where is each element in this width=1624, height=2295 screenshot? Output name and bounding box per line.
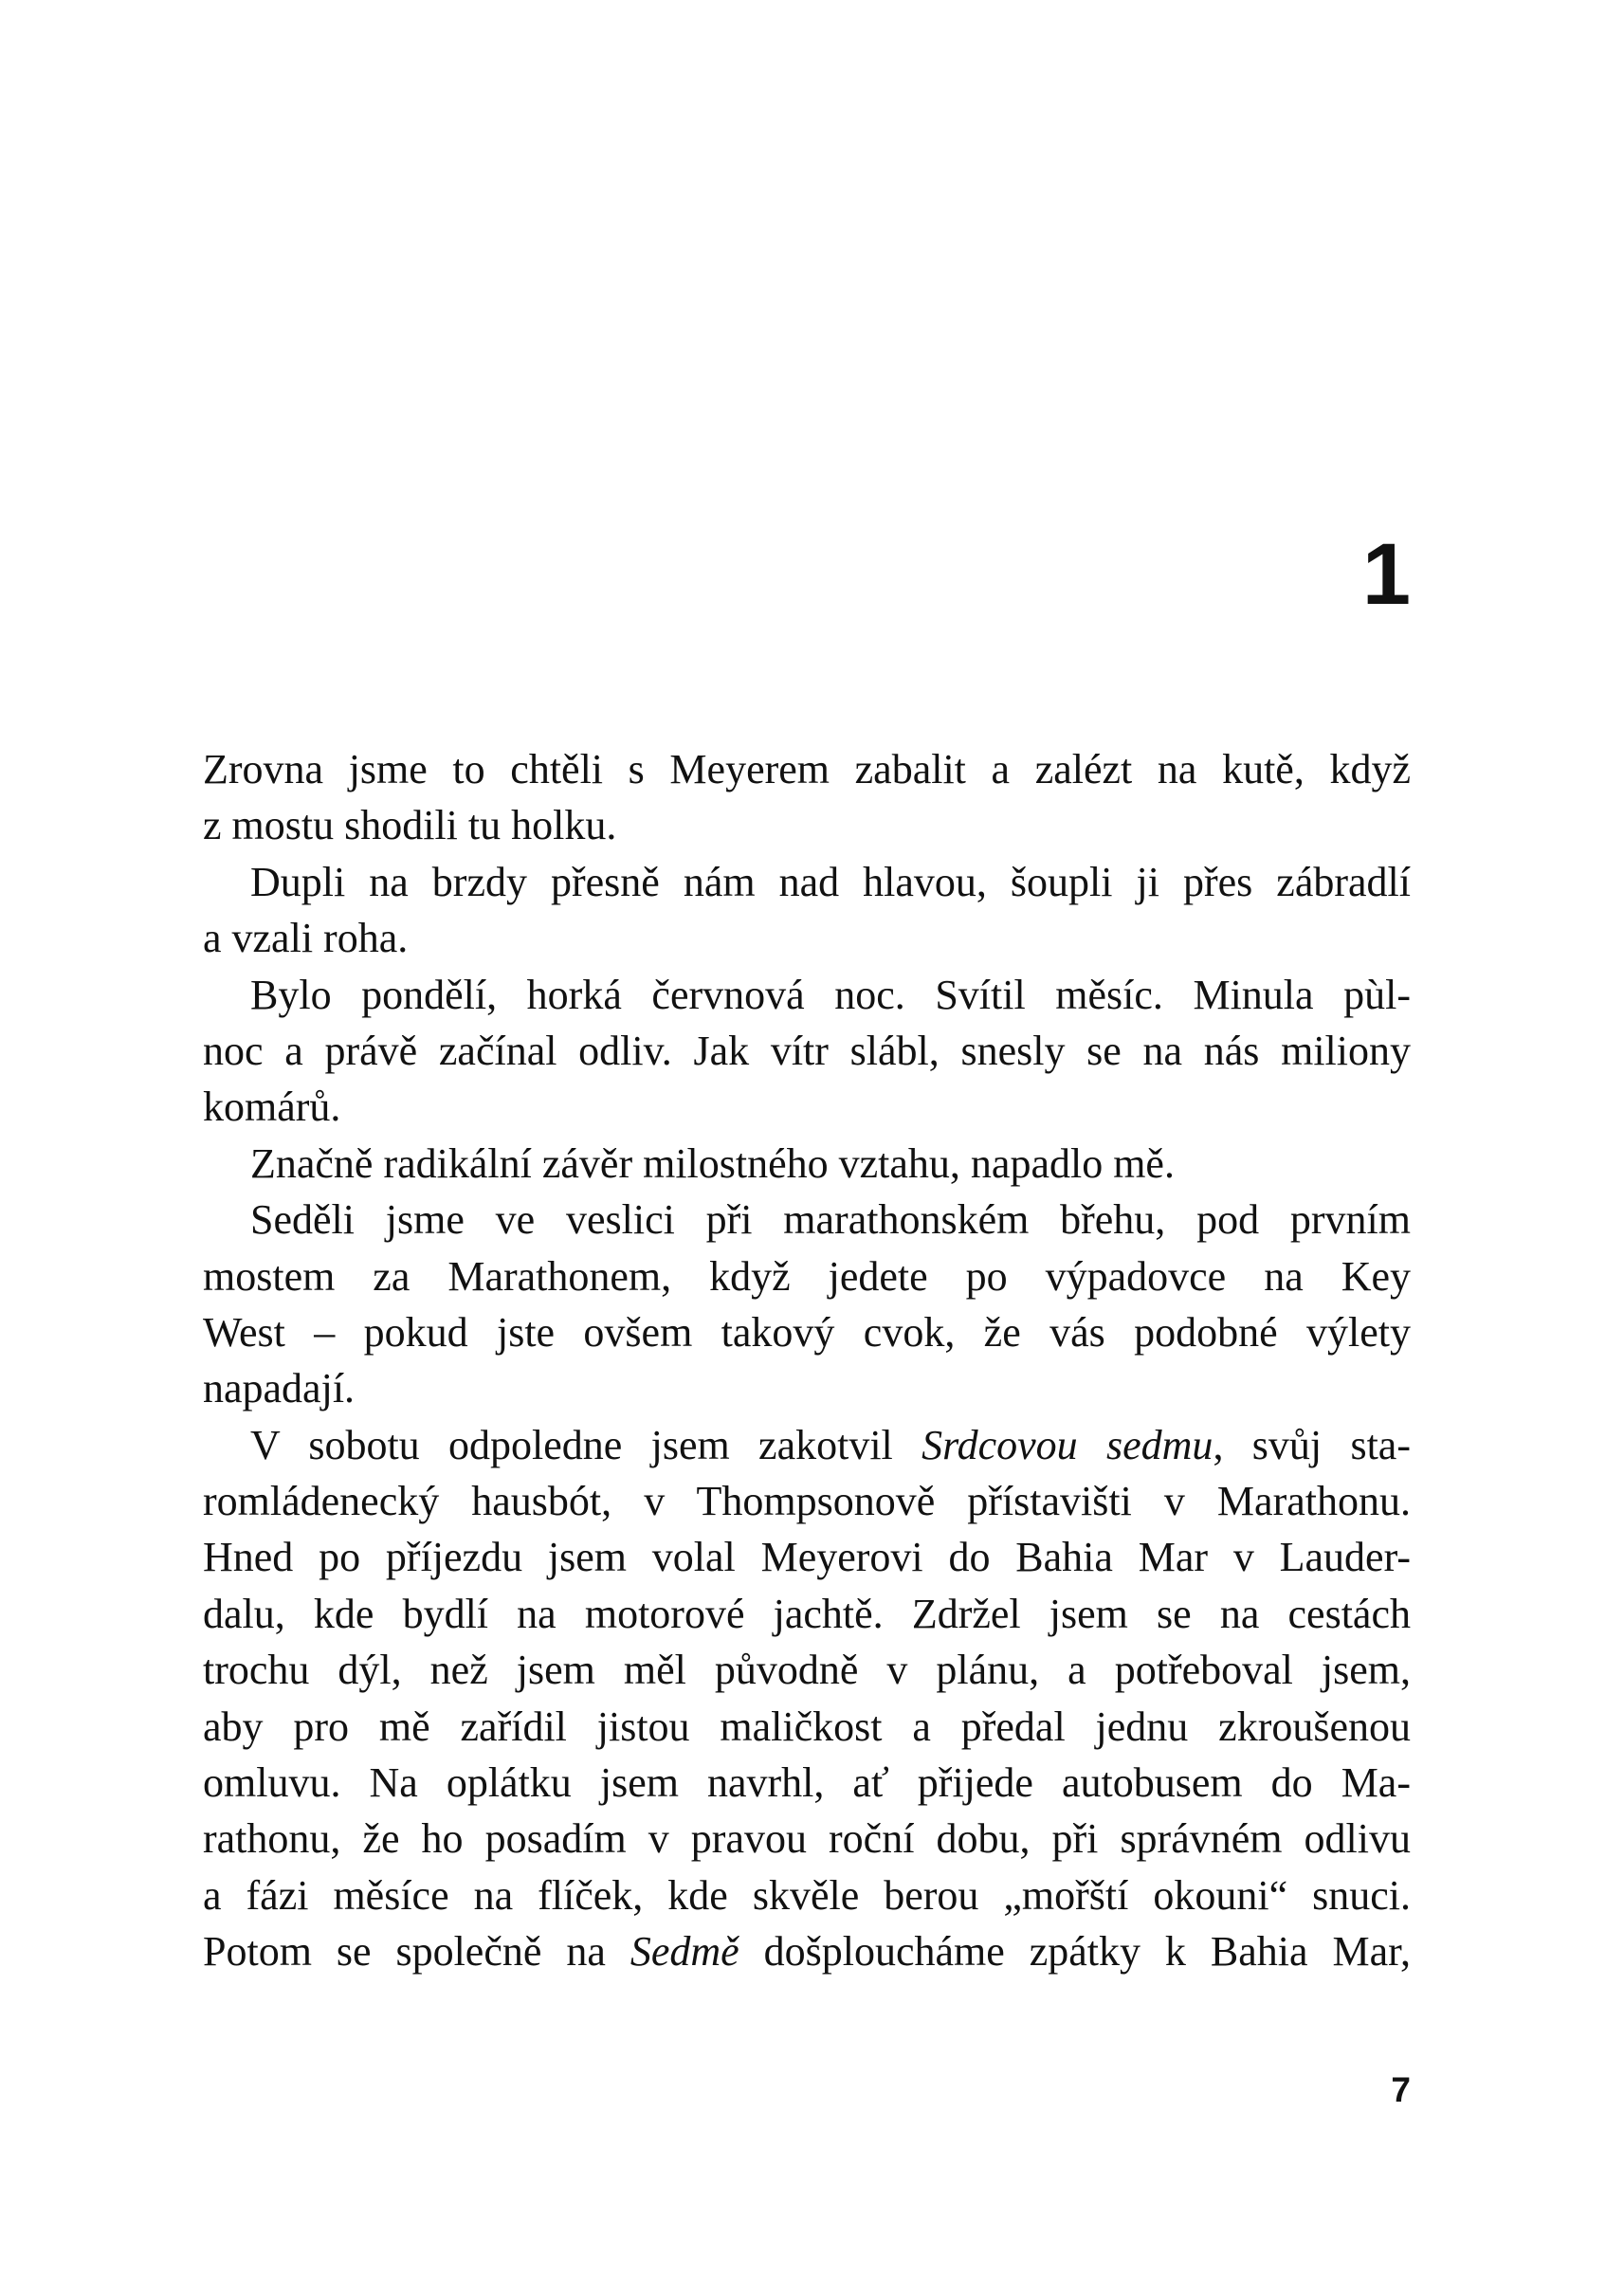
text-line: dalu, kde bydlí na motorové jachtě. Zdržel jsem se na cestách [203, 1590, 1411, 1637]
text-line: West – pokud jste ovšem takový cvok, že vás podobné výlety [203, 1308, 1411, 1356]
text-line: a vzali roha. [203, 915, 409, 962]
text-segment: V sobotu odpoledne jsem zakotvil [250, 1421, 922, 1468]
text-segment: došploucháme zpátky k Bahia Mar, [739, 1928, 1411, 1976]
text-line: Značně radikální závěr milostného vztahu, napadlo mě. [250, 1139, 1175, 1187]
boat-name-italic: Srdcovou sedmu [921, 1421, 1213, 1468]
text-line: napadají. [203, 1365, 356, 1412]
text-line: noc a právě začínal odliv. Jak vítr slábl, snesly se na nás miliony [203, 1027, 1411, 1074]
body-text [203, 741, 1411, 1980]
text-segment: , svůj sta- [1213, 1421, 1411, 1468]
text-line: komárů. [203, 1084, 341, 1131]
text-segment: Potom se společně na [203, 1928, 630, 1976]
text-line: Seděli jsme ve veslici při marathonském břehu, pod prvním [250, 1196, 1411, 1244]
text-line: omluvu. Na oplátku jsem navrhl, ať přijede autobusem do Ma- [203, 1759, 1411, 1807]
text-line: z mostu shodili tu holku. [203, 802, 617, 849]
text-line: Zrovna jsme to chtěli s Meyerem zabalit a zalézt na kutě, když [203, 746, 1411, 792]
text-line: Hned po příjezdu jsem volal Meyerovi do Bahia Mar v Lauder- [203, 1534, 1411, 1581]
text-line: Bylo pondělí, horká červnová noc. Svítil měsíc. Minula pùl- [250, 971, 1411, 1018]
boat-name-italic: Sedmě [630, 1928, 739, 1976]
text-line: trochu dýl, než jsem měl původně v plánu, a potřeboval jsem, [203, 1647, 1411, 1694]
text-line [203, 1923, 1411, 1979]
text-line: rathonu, že ho posadím v pravou roční dobu, při správném odlivu [203, 1815, 1411, 1863]
text-line: mostem za Marathonem, když jedete po výpadovce na Key [203, 1252, 1411, 1300]
text-line: a fázi měsíce na flíček, kde skvěle berou „mořští okouni“ snuci. [203, 1871, 1411, 1919]
text-line: romládenecký hausbót, v Thompsonově přístavišti v Marathonu. [203, 1478, 1411, 1525]
text-line [203, 1417, 1411, 1473]
text-line: Dupli na brzdy přesně nám nad hlavou, šoupli ji přes zábradlí [250, 858, 1411, 905]
page-number: 7 [1391, 2070, 1411, 2109]
text-line: aby pro mě zařídil jistou maličkost a předal jednu zkroušenou [203, 1703, 1411, 1750]
chapter-number: 1 [1361, 526, 1411, 623]
